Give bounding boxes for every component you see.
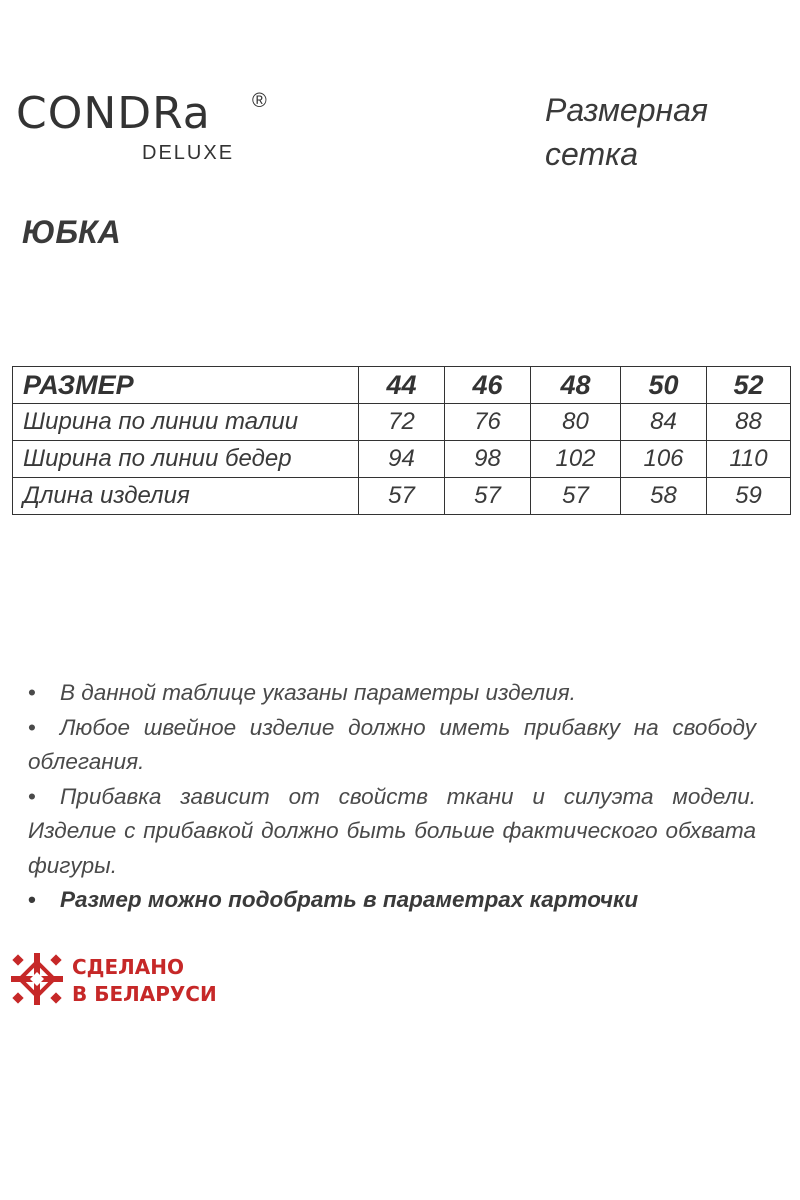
- note-item: [28, 883, 756, 918]
- document-title-line1: Размерная: [545, 92, 708, 128]
- size-table: [12, 366, 791, 515]
- size-44: 44: [359, 367, 445, 404]
- note-text: Любое швейное изделие должно иметь прибавку на свободу облегания.: [28, 714, 756, 774]
- header-label: РАЗМЕР: [13, 367, 359, 404]
- brand-subtitle: DELUXE: [142, 142, 235, 164]
- table-cell: 84: [621, 404, 707, 441]
- table-cell: 102: [531, 441, 621, 478]
- size-52: 52: [707, 367, 791, 404]
- table-cell: 59: [707, 478, 791, 515]
- row-label-hips: Ширина по линии бедер: [13, 441, 359, 478]
- bullet-icon: •: [28, 680, 36, 705]
- document-title-line2: сетка: [545, 136, 638, 172]
- table-cell: 110: [707, 441, 791, 478]
- row-label-length: Длина изделия: [13, 478, 359, 515]
- brand-logo: [16, 88, 267, 164]
- table-cell: 57: [359, 478, 445, 515]
- table-cell: 72: [359, 404, 445, 441]
- table-cell: 98: [445, 441, 531, 478]
- table-cell: 106: [621, 441, 707, 478]
- table-cell: 76: [445, 404, 531, 441]
- size-46: 46: [445, 367, 531, 404]
- table-cell: 80: [531, 404, 621, 441]
- brand-name: CONDRa: [16, 88, 211, 139]
- made-in-text: [72, 954, 232, 1008]
- note-item: [28, 780, 756, 884]
- table-row: [13, 478, 791, 515]
- bullet-icon: •: [28, 714, 36, 740]
- belarus-ornament-icon: [8, 950, 66, 1008]
- note-text: Размер можно подобрать в параметрах карточки: [60, 887, 639, 912]
- note-text: В данной таблице указаны параметры изделия.: [60, 680, 576, 705]
- table-cell: 58: [621, 478, 707, 515]
- table-row: [13, 441, 791, 478]
- bullet-icon: •: [28, 783, 36, 809]
- notes-list: [28, 676, 756, 918]
- registered-mark: ®: [252, 90, 267, 112]
- note-item: [28, 676, 756, 711]
- bullet-icon: •: [28, 887, 36, 912]
- made-in-line1: СДЕЛАНО: [72, 955, 184, 979]
- note-item: [28, 711, 756, 780]
- table-row: [13, 404, 791, 441]
- table-cell: 88: [707, 404, 791, 441]
- table-header-row: [13, 367, 791, 404]
- row-label-waist: Ширина по линии талии: [13, 404, 359, 441]
- table-cell: 57: [445, 478, 531, 515]
- size-50: 50: [621, 367, 707, 404]
- document-title: [545, 88, 785, 176]
- made-in-line2: В БЕЛАРУСИ: [72, 982, 217, 1006]
- size-48: 48: [531, 367, 621, 404]
- garment-title: ЮБКА: [22, 214, 121, 250]
- note-text: Прибавка зависит от свойств ткани и силуэта модели. Изделие с прибавкой должно быть больше фактического обхвата фигуры.: [28, 783, 756, 878]
- table-cell: 57: [531, 478, 621, 515]
- table-cell: 94: [359, 441, 445, 478]
